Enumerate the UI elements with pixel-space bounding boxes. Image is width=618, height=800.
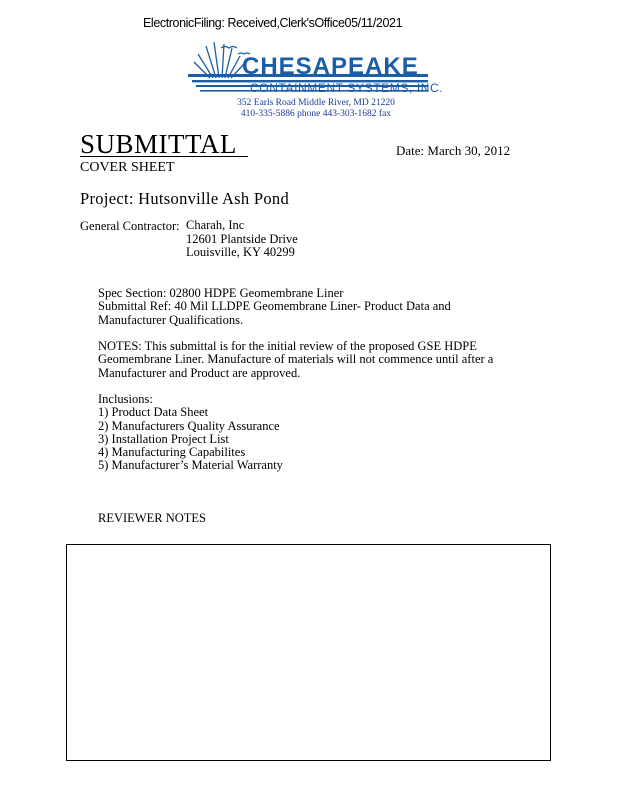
reviewer-notes-box [66,544,551,761]
inclusions-heading: Inclusions: [98,392,153,406]
inclusion-item: 2) Manufacturers Quality Assurance [98,418,280,433]
company-phone: 410-335-5886 phone 443-303-1682 fax [240,109,392,119]
spec-line: Spec Section: 02800 HDPE Geomembrane Liner [98,286,344,300]
inclusions-block [98,393,283,473]
company-name: CHESAPEAKE [242,53,419,80]
spec-line: Submittal Ref: 40 Mil LLDPE Geomembrane Liner- Product Data and [98,299,451,314]
inclusion-item: 3) Installation Project List [98,431,229,446]
company-address-block [231,98,401,120]
inclusion-item: 1) Product Data Sheet [98,405,209,420]
title-underline [80,156,248,157]
page-title: SUBMITTAL [80,129,237,159]
notes-line: Geomembrane Liner. Manufacture of materials will not commence until after a [98,352,494,367]
inclusion-item: 4) Manufacturing Capabilites [98,445,246,460]
general-contractor-label: General Contractor: [80,219,180,233]
company-address: 352 Earls Road Middle River, MD 21220 [237,98,395,108]
submittal-date: Date: March 30, 2012 [396,143,511,158]
gc-line: Charah, Inc [186,218,245,232]
company-subtitle: CONTAINMENT SYSTEMS, INC. [250,81,444,95]
spec-section-block [98,287,451,327]
notes-block [98,340,493,380]
spec-line: Manufacturer Qualifications. [98,312,244,327]
general-contractor-address [186,219,298,260]
reviewer-notes-label: REVIEWER NOTES [98,511,206,525]
notes-line: NOTES: This submittal is for the initial review of the proposed GSE HDPE [98,339,477,353]
gc-line: 12601 Plantside Drive [186,231,298,246]
notes-line: Manufacturer and Product are approved. [98,365,301,380]
filing-stamp: ElectronicFiling: Received,Clerk'sOffice05/11/2021 [143,16,403,30]
inclusion-item: 5) Manufacturer’s Material Warranty [98,458,283,473]
cover-sheet-label: COVER SHEET [80,160,175,175]
gc-line: Louisville, KY 40299 [186,245,295,259]
project-name: Project: Hutsonville Ash Pond [80,189,289,208]
